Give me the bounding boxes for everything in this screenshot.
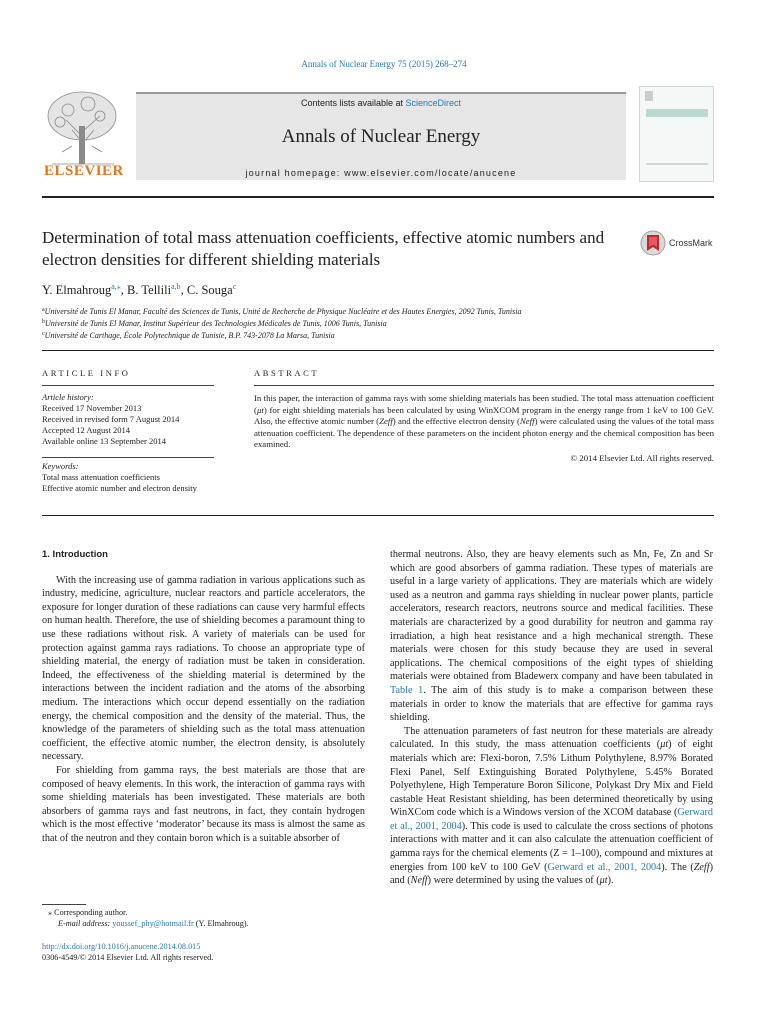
email-line: E-mail address: youssef_phy@hotmail.fr (Y. Elmahroug). — [58, 919, 249, 928]
symbol-zeff: Zeff — [379, 416, 393, 426]
crossmark-badge[interactable] — [640, 230, 730, 260]
abstract-panel — [254, 385, 714, 463]
author-affiliation-marker[interactable]: a,⁎ — [111, 282, 121, 291]
body-right-column — [390, 548, 713, 888]
info-rule — [42, 457, 214, 458]
author-list: Y. Elmahroug$^{a,⁎}$, B. Tellili$^{a,b}$, C. Souga$^c$ — [42, 282, 237, 297]
doi-link[interactable]: http://dx.doi.org/10.1016/j.anucene.2014.08.015 — [42, 942, 201, 951]
author-affiliation-marker[interactable]: a,b — [171, 282, 181, 291]
gerward-reference-link[interactable]: Gerward et al., 2001, 2004 — [390, 807, 713, 832]
gerward-reference-link[interactable]: Gerward et al., 2001, 2004 — [547, 861, 662, 873]
abstract-heading: ABSTRACT — [254, 368, 320, 378]
journal-citation[interactable]: Annals of Nuclear Energy 75 (2015) 268–274 — [301, 59, 467, 69]
history-label: Article history: — [42, 392, 94, 402]
article-info-panel — [42, 385, 214, 494]
article-info-heading: ARTICLE INFO — [42, 368, 131, 378]
issn-line: 0306-4549/© 2014 Elsevier Ltd. All rights reserved. — [42, 953, 214, 962]
section-title: 1. Introduction — [42, 549, 108, 560]
table-1-link[interactable]: Table 1 — [390, 684, 424, 696]
article-title: Determination of total mass attenuation coefficients, effective atomic numbers and electron densities for different shielding materials — [42, 228, 605, 269]
keyword: Total mass attenuation coefficients — [42, 472, 160, 482]
elsevier-tree-logo — [42, 86, 124, 182]
footnotes — [42, 907, 249, 929]
contents-line — [136, 98, 626, 108]
crossmark-label: CrossMark — [669, 238, 713, 248]
keywords — [42, 461, 214, 494]
header-divider — [42, 350, 714, 351]
history-item: Received in revised form 7 August 2014 — [42, 414, 180, 424]
sciencedirect-link[interactable]: ScienceDirect — [405, 98, 462, 108]
keywords-label: Keywords: — [42, 461, 79, 471]
body-paragraph: For shielding from gamma rays, the best materials are those that are composed of heavy elements. In this work, the interaction of gamma rays with some shielding materials has been investigated. These materials are both absorbers of gamma rays and fast neutrons, in fact, they contain hydrogen which is the most effective ‘moderator’ because its mass is almost the same as that of the neutron and they contain boron which is a suitable absorber of — [42, 764, 365, 844]
history-item: Received 17 November 2013 — [42, 403, 142, 413]
author-name: B. Tellili — [127, 283, 172, 297]
author-name: Y. Elmahroug — [42, 283, 112, 297]
doi-block — [42, 941, 213, 963]
crossmark-icon — [640, 230, 666, 256]
journal-homepage[interactable]: journal homepage: www.elsevier.com/locate/anucene — [245, 168, 517, 178]
affiliation: $^a$Université de Tunis El Manar, Faculté des Sciences de Tunis, Unité de Recherche de Physique Nucléaire et des Hautes Energies, 2092 Tunis, Tunisia — [42, 307, 522, 316]
journal-masthead — [42, 86, 714, 186]
abstract-text: In this paper, the interaction of gamma rays with some shielding materials has been studied. The total mass attenuation coefficient (μt) for eight shielding materials has been calculated by using WinXCOM program in the energy range from 1 keV to 100 GeV. Also, the effective atomic number (Zeff) and the effective electron density (Neff) were calculated using the values of the total mass attenuation coefficient. The dependence of these parameters on the incident photon energy and the chemical composition has been examined. — [254, 393, 714, 449]
body-paragraph: With the increasing use of gamma radiation in various applications such as industry, medicine, agriculture, nuclear reactors and particle accelerators, the exposure for longer duration of these radiations can cause very harmful effects on human health. Therefore, the use of shielding becomes a paramount thing to use these radiations without risk. A variety of materials can be used for protection against gamma rays radiations. To choose an appropriate type of shielding material, the energy of radiation must be taken in consideration. Indeed, the effectiveness of the shielding material is determined by the interactions between the incident radiation and the atoms of the absorbing medium. The interactions which occur depend essentially on the radiation energy, the chemical composition and the density of the material. Thus, the knowledge of the parameters of shielding such as the total mass attenuation coefficient, the effective atomic number, the electron density, is absolutely necessary. — [42, 574, 365, 763]
author-affiliation-marker[interactable]: c — [232, 282, 237, 291]
footnote-rule — [42, 904, 86, 905]
journal-title: Annals of Nuclear Energy — [281, 126, 481, 147]
keyword: Effective atomic number and electron density — [42, 483, 197, 493]
journal-banner — [136, 92, 626, 180]
history-item: Available online 13 September 2014 — [42, 436, 167, 446]
journal-cover-thumbnail[interactable] — [639, 86, 714, 182]
corresponding-author-note: ⁎ Corresponding author. — [48, 908, 128, 917]
cover-divider — [646, 163, 708, 165]
history-item: Accepted 12 August 2014 — [42, 425, 131, 435]
publisher-name: ELSEVIER — [44, 163, 124, 179]
email-link[interactable]: youssef_phy@hotmail.fr — [112, 919, 194, 928]
copyright-notice: © 2014 Elsevier Ltd. All rights reserved. — [570, 452, 714, 463]
article-history — [42, 392, 214, 447]
author-name: C. Souga — [186, 283, 233, 297]
symbol-neff: Neff — [519, 416, 535, 426]
body-paragraph: The attenuation parameters of fast neutron for these materials are already calculated. In this study, the mass attenuation coefficients (μt) of eight materials which are: Flexi-boron, 7.5% Lithum Polythylene, 8.97% Borated Flexi Panel, Self Extinguishing Borated Polythylene, 5.45% Borated Polyethylene, High Temperature Boron Silicone, Polykast Dry Mix and Field castable Heat Resistant shielding, has been determined theoretically by using WinXCom code which is a Windows version of the XCOM database (Gerward et al., 2001, 2004). This code is used to calculate the cross sections of photons interactions with matter and it can also calculate the attenuation coefficient of gamma rays for the chemical elements (Z = 1–100), compound and mixtures at energies from 100 keV to 100 GeV (Gerward et al., 2001, 2004). The (Zeff) and (Neff) were determined by using the values of (μt). — [390, 725, 714, 887]
cover-logo — [645, 91, 653, 101]
cover-title-band — [646, 109, 708, 117]
info-rule — [42, 385, 214, 386]
body-left-column — [42, 548, 365, 845]
contents-prefix: Contents lists available at — [300, 98, 406, 108]
symbol-mu: μt — [256, 404, 264, 415]
affiliation: $^c$Université de Carthage, École Polytechnique de Tunisie, B.P. 743-2078 La Marsa, Tunisia — [42, 331, 335, 340]
abstract-rule — [254, 385, 714, 386]
affiliation: $^b$Université de Tunis El Manar, Institut Supérieur des Technologies Médicales de Tunis, 1006 Tunis, Tunisia — [42, 319, 387, 328]
body-paragraph: thermal neutrons. Also, they are heavy elements such as Mn, Fe, Zn and Sr which are good absorbers of gamma radiation. These types of materials are useful in a large variety of applications. They are materials which are widely used as a neutron and gamma rays shielding in nuclear power plants, particle accelerators, research reactors, neutrons source and medical facilities. These materials are characterized by a good durability for neutron and gamma ray irradiation, a high heat resistance and a high mechanical strength. These materials were chosen for this study because they are used in several applications. The chemical compositions of the eight types of shielding materials were obtained from Bladewerx company and have been tabulated in Table 1. The aim of this study is to make a comparison between these materials in order to know the materials that are effective for gamma rays shielding. — [390, 549, 713, 724]
masthead-rule — [42, 196, 714, 198]
abstract-divider — [42, 515, 714, 516]
affiliation-list — [42, 305, 714, 341]
